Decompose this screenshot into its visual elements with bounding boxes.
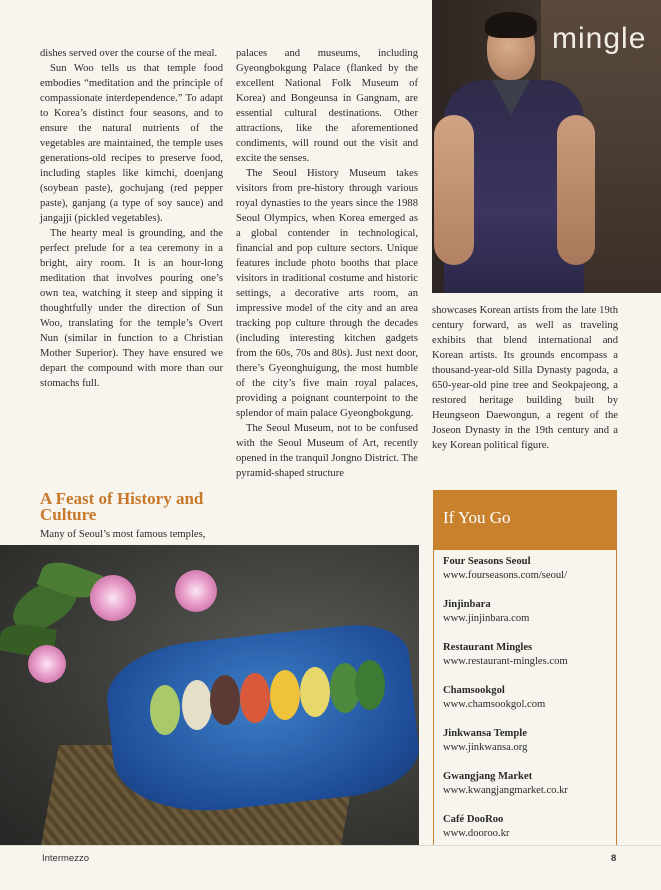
chef-arm [434, 115, 474, 265]
section-heading: A Feast of History and Culture [40, 489, 204, 524]
flower-decoration [175, 570, 217, 612]
list-item [434, 765, 616, 808]
list-item [434, 550, 616, 593]
list-item [434, 679, 616, 722]
paragraph: The Seoul Museum, not to be confused with the Seoul Museum of Art, recently opened in the tranquil Jongno District. The pyramid-shaped structure [236, 423, 418, 479]
venue-name: Jinjinbara [443, 599, 491, 610]
article-column-2 [236, 46, 418, 481]
info-list [433, 550, 617, 851]
paragraph: The Seoul History Museum takes visitors from pre-history through various royal dynasties to the years since the 1988 Seoul Olympics, when Korea emerged as a global contender in technological, financial and pop culture sectors. Unique features include photo booths that place visitors in traditional costume and historic settings, a decorative arts room, an impressive model of the city and an area tracking pop culture through the decades (including interesting kitchen gadgets from the 60s, 70s and 80s). Just next door, there’s Gyeonghuigung, the most humble of the city’s five main royal palaces, providing a poignant counterpoint to the splendor of main palace Gyeongbokgung. [236, 168, 418, 419]
venue-name: Gwangjang Market [443, 771, 533, 782]
publication-name: Intermezzo [42, 853, 89, 864]
paragraph: Sun Woo tells us that temple food embodies “meditation and the principle of compassionate interdependence.” To adapt to Korea’s distinct four seasons, and to ensure the natural nutrients of the vegetables are maintained, the temple uses generations-old recipes to preserve food, including staples like kimchi, doenjang (soybean paste), gochujang (red pepper paste), ganjang (a type of soy sauce) and jangajji (pickled vegetables). [40, 63, 223, 224]
flower-decoration [90, 575, 136, 621]
if-you-go-box [433, 490, 617, 846]
venue-name: Café DooRoo [443, 814, 504, 825]
dumpling [150, 685, 180, 735]
venue-name: Four Seasons Seoul [443, 556, 531, 567]
chef-hair [485, 12, 537, 38]
restaurant-sign: mingle [552, 22, 647, 55]
venue-link[interactable]: www.restaurant-mingles.com [443, 656, 568, 667]
venue-link[interactable]: www.chamsookgol.com [443, 699, 546, 710]
venue-link[interactable]: www.fourseasons.com/seoul/ [443, 570, 568, 581]
venue-name: Jinkwansa Temple [443, 728, 527, 739]
venue-link[interactable]: www.dooroo.kr [443, 828, 510, 839]
dumpling [240, 673, 270, 723]
venue-link[interactable]: www.kwangjangmarket.co.kr [443, 785, 568, 796]
footer-divider [0, 845, 661, 846]
venue-name: Chamsookgol [443, 685, 505, 696]
dumpling [300, 667, 330, 717]
flower-decoration [28, 645, 66, 683]
page-number: 8 [611, 853, 617, 864]
chef-photo [432, 0, 661, 293]
list-item [434, 636, 616, 679]
dumpling [270, 670, 300, 720]
venue-link[interactable]: www.jinkwansa.org [443, 742, 528, 753]
paragraph: showcases Korean artists from the late 19th century forward, as well as traveling exhibits that blend international and Korean artists. Its grounds encompass a thousand-year-old Silla Dynasty pagoda, a 650-year-old pine tree and Seokpajeong, a restored heritage building built by Heungseon Daewongun, a regent of the Joseon Dynasty in the 19th century and a key Korean political figure. [432, 305, 618, 451]
paragraph: The hearty meal is grounding, and the perfect prelude for a tea ceremony in a bright, airy room. It is an hour-long meditation that involves pouring one’s own tea, watching it steep and sipping it thoughtfully under the direction of Sun Woo, translating for the temple’s Overt Nun (similar in function to a Christian Mother Superior). They have ensured we depart the compound with more than our stomachs full. [40, 228, 223, 389]
paragraph: dishes served over the course of the meal. [40, 48, 218, 59]
dumpling [210, 675, 240, 725]
venue-link[interactable]: www.jinjinbara.com [443, 613, 530, 624]
dumpling [182, 680, 212, 730]
article-column-1 [40, 46, 223, 391]
list-item [434, 722, 616, 765]
list-item [434, 593, 616, 636]
info-box-title: If You Go [443, 508, 511, 527]
paragraph: palaces and museums, including Gyeongbokgung Palace (flanked by the excellent National Folk Museum of Korea) and Bongeunsa in Gangnam, are essential cultural destinations. Other attractions, like the aforementioned condiments, will round out the visit and excite the senses. [236, 48, 418, 164]
article-column-3 [432, 303, 618, 453]
food-photo [0, 545, 419, 845]
venue-name: Restaurant Mingles [443, 642, 533, 653]
dumpling [355, 660, 385, 710]
chef-arm [557, 115, 595, 265]
section-intro: Many of Seoul’s most famous temples, [40, 529, 206, 540]
